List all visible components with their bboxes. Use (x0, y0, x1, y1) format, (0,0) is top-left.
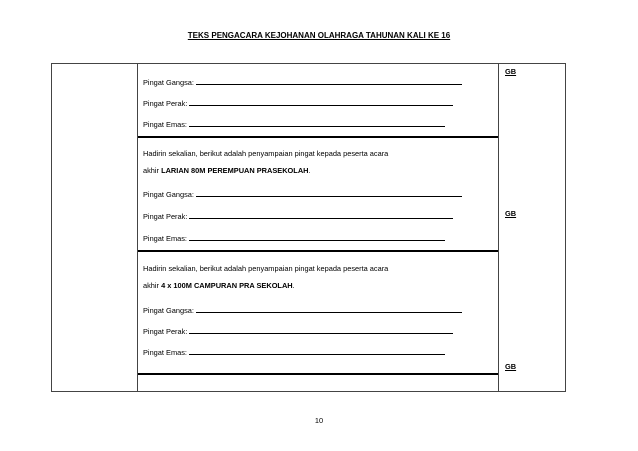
emas-line-2 (143, 233, 445, 243)
gb-marker: GB (505, 67, 517, 76)
gangsa-line-2 (143, 189, 462, 199)
gangsa-label: Pingat Gangsa: (143, 78, 194, 87)
section-intro: Hadirin sekalian, berikut adalah penyampaian pingat kepada peserta acara (143, 264, 389, 273)
gangsa-blank (196, 77, 462, 85)
gangsa-blank (196, 305, 462, 313)
gangsa-label: Pingat Gangsa: (143, 190, 194, 199)
page-number: 10 (314, 416, 324, 425)
perak-blank (189, 326, 453, 334)
perak-label: Pingat Perak: (143, 327, 188, 336)
emas-blank (189, 233, 445, 241)
gangsa-line-1 (143, 77, 462, 87)
table-column-divider-left (137, 63, 138, 392)
emas-blank (189, 119, 445, 127)
section-intro: Hadirin sekalian, berikut adalah penyampaian pingat kepada peserta acara (143, 149, 389, 158)
gb-marker: GB (505, 362, 517, 371)
section-divider (138, 136, 498, 138)
emas-label: Pingat Emas: (143, 120, 187, 129)
gangsa-line-3 (143, 305, 462, 315)
page-title: TEKS PENGACARA KEJOHANAN OLAHRAGA TAHUNAN KALI KE 16 (187, 31, 451, 40)
section-divider (138, 373, 498, 375)
emas-label: Pingat Emas: (143, 348, 187, 357)
table-column-divider-right (498, 63, 499, 392)
gangsa-blank (196, 189, 462, 197)
perak-line-3 (143, 326, 453, 336)
section-divider (138, 250, 498, 252)
perak-line-2 (143, 211, 453, 221)
event-name: 4 x 100M CAMPURAN PRA SEKOLAH (161, 281, 293, 290)
emas-blank (189, 347, 445, 355)
event-name: LARIAN 80M PEREMPUAN PRASEKOLAH (161, 166, 309, 175)
gangsa-label: Pingat Gangsa: (143, 306, 194, 315)
gb-marker: GB (505, 209, 517, 218)
event-prefix: akhir (143, 166, 162, 175)
event-suffix: . (292, 281, 295, 290)
event-prefix: akhir (143, 281, 162, 290)
emas-label: Pingat Emas: (143, 234, 187, 243)
perak-blank (189, 211, 453, 219)
emas-line-3 (143, 347, 445, 357)
emas-line-1 (143, 119, 445, 129)
script-table (51, 63, 566, 392)
section-event-line (143, 281, 295, 290)
perak-line-1 (143, 98, 453, 108)
section-event-line (143, 166, 311, 175)
perak-blank (189, 98, 453, 106)
event-suffix: . (308, 166, 311, 175)
perak-label: Pingat Perak: (143, 99, 188, 108)
perak-label: Pingat Perak: (143, 212, 188, 221)
